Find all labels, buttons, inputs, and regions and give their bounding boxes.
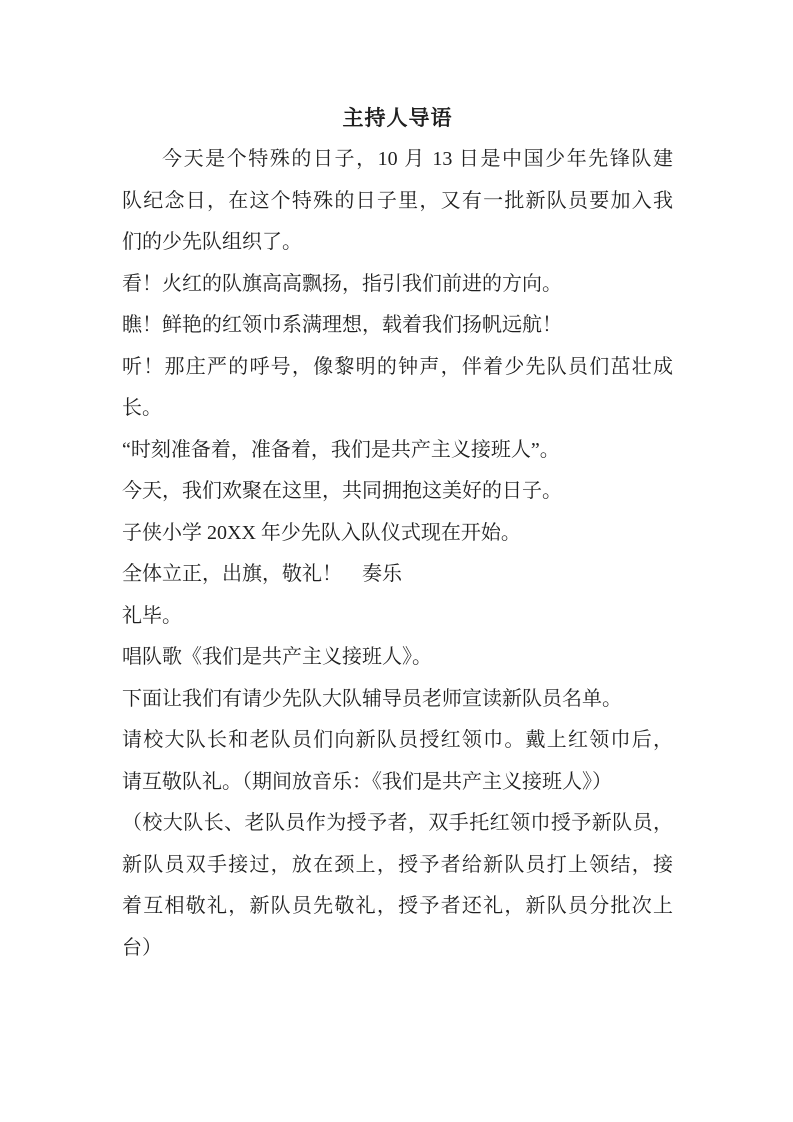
text-line: “时刻准备着，准备着，我们是共产主义接班人”。 <box>122 438 560 461</box>
text-line: 长。 <box>122 397 162 419</box>
text-line: 听！那庄严的呼号，像黎明的钟声，伴着少先队员们茁壮成 <box>122 355 673 378</box>
text-line: 今天，我们欢聚在这里，共同拥抱这美好的日子。 <box>122 480 562 502</box>
text-line: 今天是个特殊的日子，10 月 13 日是中国少年先锋队建 <box>162 148 673 170</box>
text-line: 请互敬队礼。（期间放音乐：《我们是共产主义接班人》） <box>122 770 612 793</box>
text-line: 新队员双手接过，放在颈上，授予者给新队员打上领结，接 <box>122 853 673 876</box>
text-line: 唱队歌《我们是共产主义接班人》。 <box>122 646 432 668</box>
text-line: 礼毕。 <box>122 604 182 627</box>
text-line: 们的少先队组织了。 <box>122 231 302 253</box>
text-line: 着互相敬礼，新队员先敬礼，授予者还礼，新队员分批次上 <box>122 895 673 917</box>
document-title: 主持人导语 <box>342 106 453 130</box>
text-line: 全体立正，出旗，敬礼！ 奏乐 <box>122 563 402 585</box>
text-line: 看！火红的队旗高高飘扬，指引我们前进的方向。 <box>122 272 562 295</box>
document-body <box>122 139 673 969</box>
text-line: 台） <box>122 936 162 959</box>
text-line: （校大队长、老队员作为授予者，双手托红领巾授予新队员， <box>122 812 673 834</box>
text-line: 下面让我们有请少先队大队辅导员老师宣读新队员名单。 <box>122 687 622 710</box>
text-line: 瞧！鲜艳的红领巾系满理想，载着我们扬帆远航！ <box>122 314 562 336</box>
text-line: 请校大队长和老队员们向新队员授红领巾。戴上红领巾后， <box>122 729 673 751</box>
text-line: 子侠小学 20XX 年少先队入队仪式现在开始。 <box>122 521 521 544</box>
text-line: 队纪念日，在这个特殊的日子里，又有一批新队员要加入我 <box>122 189 673 212</box>
